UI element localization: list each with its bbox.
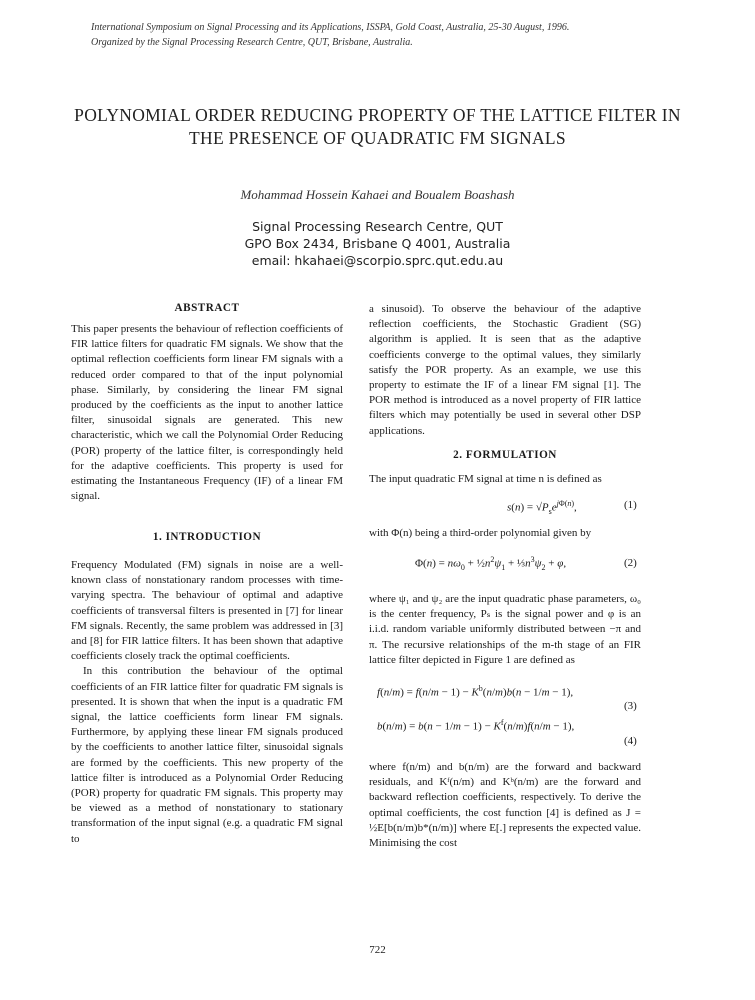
conference-header-line-1: International Symposium on Signal Processing and its Applications, ISSPA, Gold Coast, Australia, 25-30 August, 1996. <box>91 22 570 33</box>
formulation-where-text <box>369 592 641 668</box>
abstract-text <box>71 322 343 504</box>
formulation-intro <box>369 472 641 487</box>
page-number: 722 <box>369 944 386 956</box>
formulation-heading: 2. FORMULATION <box>453 449 557 461</box>
paper-authors: Mohammad Hossein Kahaei and Boualem Boashash <box>240 187 515 202</box>
right-column-continuation <box>369 302 641 439</box>
introduction-paragraph-2: In this contribution the behaviour of the optimal coefficients of an FIR lattice filter for quadratic FM signals is presented. It is shown that when the input is a quadratic FM signal, the lattice coefficients form linear FM signals. Furthermore, by applying these linear FM signals produced by the coefficients to another lattice filter, sinusoidal signals are formed by the coefficients. This new property of the lattice filter is introduced as a Polynomial Order Reducing (POR) property for quadratic FM signals. This property may be viewed as a method of nonstationary to stationary transformation of the input signal (e.g. a quadratic FM signal to <box>71 665 343 845</box>
formulation-where-paragraph: where ψ₁ and ψ₂ are the input quadratic phase parameters, ω₀ is the center frequency, Pₛ is the signal power and φ is an i.i.d. random variable uniformly distributed between −π and π. The recursive relationships of the m-th stage of an FIR lattice filter depicted in Figure 1 are defined as <box>369 593 641 666</box>
introduction-text <box>71 558 343 847</box>
equation-1-number: (1) <box>624 499 637 511</box>
equation-3-number: (3) <box>624 700 637 712</box>
abstract-paragraph: This paper presents the behaviour of reflection coefficients of FIR lattice filters for quadratic FM signals. We show that the optimal reflection coefficients form linear FM signals with a reduced order compared to that of the input polynomial phase. Similarly, by considering the linear FM signal produced by the coefficients as the input to another lattice filter, sinusoidal signals are generated. This new characteristic, which we call the Polynomial Order Reducing (POR) property of the lattice filter, is correspondingly held for the adaptive coefficients. This property is used for estimating the Instantaneous Frequency (IF) of a linear FM signal. <box>71 323 343 503</box>
continuation-paragraph: a sinusoid). To observe the behaviour of the adaptive reflection coefficients, the Stochastic Gradient (SG) algorithm is applied. It is seen that as the adaptive coefficients converge to the optimal values, they similarly satisfy the POR property. As an example, we use this property to estimate the IF of a linear FM signal [1]. The POR method is introduced as a novel property of FIR lattice filters which may potentially be used in several other DSP applications. <box>369 303 641 437</box>
affiliation-line-1: Signal Processing Research Centre, QUT <box>252 219 503 234</box>
conference-header-line-2: Organized by the Signal Processing Research Centre, QUT, Brisbane, Australia. <box>91 37 413 48</box>
equation-4-number: (4) <box>624 735 637 747</box>
paper-title: POLYNOMIAL ORDER REDUCING PROPERTY OF THE LATTICE FILTER IN THE PRESENCE OF QUADRATIC FM SIGNALS <box>74 105 681 148</box>
formulation-residuals-text <box>369 760 641 851</box>
equation-2-number: (2) <box>624 557 637 569</box>
equation-3: $f(n/m) = f(n/m - 1) - K^b(n/m)b(n - 1/m - 1)$, <box>377 684 574 699</box>
abstract-heading: ABSTRACT <box>174 302 240 314</box>
equation-1: $s(n) = √P_se^{j\Phi(n)}$, <box>507 499 577 516</box>
formulation-with-paragraph: with Φ(n) being a third-order polynomial given by <box>369 527 592 539</box>
formulation-residuals-paragraph: where f(n/m) and b(n/m) are the forward and backward residuals, and Kᶠ(n/m) and Kᵇ(n/m) are the forward and backward reflection coefficients, respectively. To derive the optimal coefficients, the cost function [4] is defined as J = ½E[b(n/m)b*(n/m)] where E[.] represents the expected value. Minimising the cost <box>369 761 641 850</box>
affiliation-line-2: GPO Box 2434, Brisbane Q 4001, Australia <box>244 236 511 251</box>
equation-2: $\Phi(n) = n\omega_0$ + $\frac{1}{2}n^2\psi_1$ + $\frac{1}{3}n^3\psi_2 + \varphi$, <box>415 555 567 572</box>
formulation-intro-text: The input quadratic FM signal at time n is defined as <box>369 473 602 485</box>
formulation-with-text <box>369 526 641 541</box>
equation-4: $b(n/m) = b(n - 1/m - 1) - K^f(n/m)f(n/m - 1)$, <box>377 718 575 733</box>
affiliation-email: email: hkahaei@scorpio.sprc.qut.edu.au <box>251 253 504 268</box>
introduction-paragraph-1: Frequency Modulated (FM) signals in noise are a well-known class of nonstationary random processes with time-varying spectra. The behaviour of optimal and adaptive coefficients of transversal filters is presented in [7] for linear FM signals. Recently, the same problem was addressed in [3] and [8] for FIR lattice filters. It has been shown that adaptive coefficients closely track the optimal coefficients. <box>71 559 343 663</box>
introduction-heading: 1. INTRODUCTION <box>152 531 262 543</box>
